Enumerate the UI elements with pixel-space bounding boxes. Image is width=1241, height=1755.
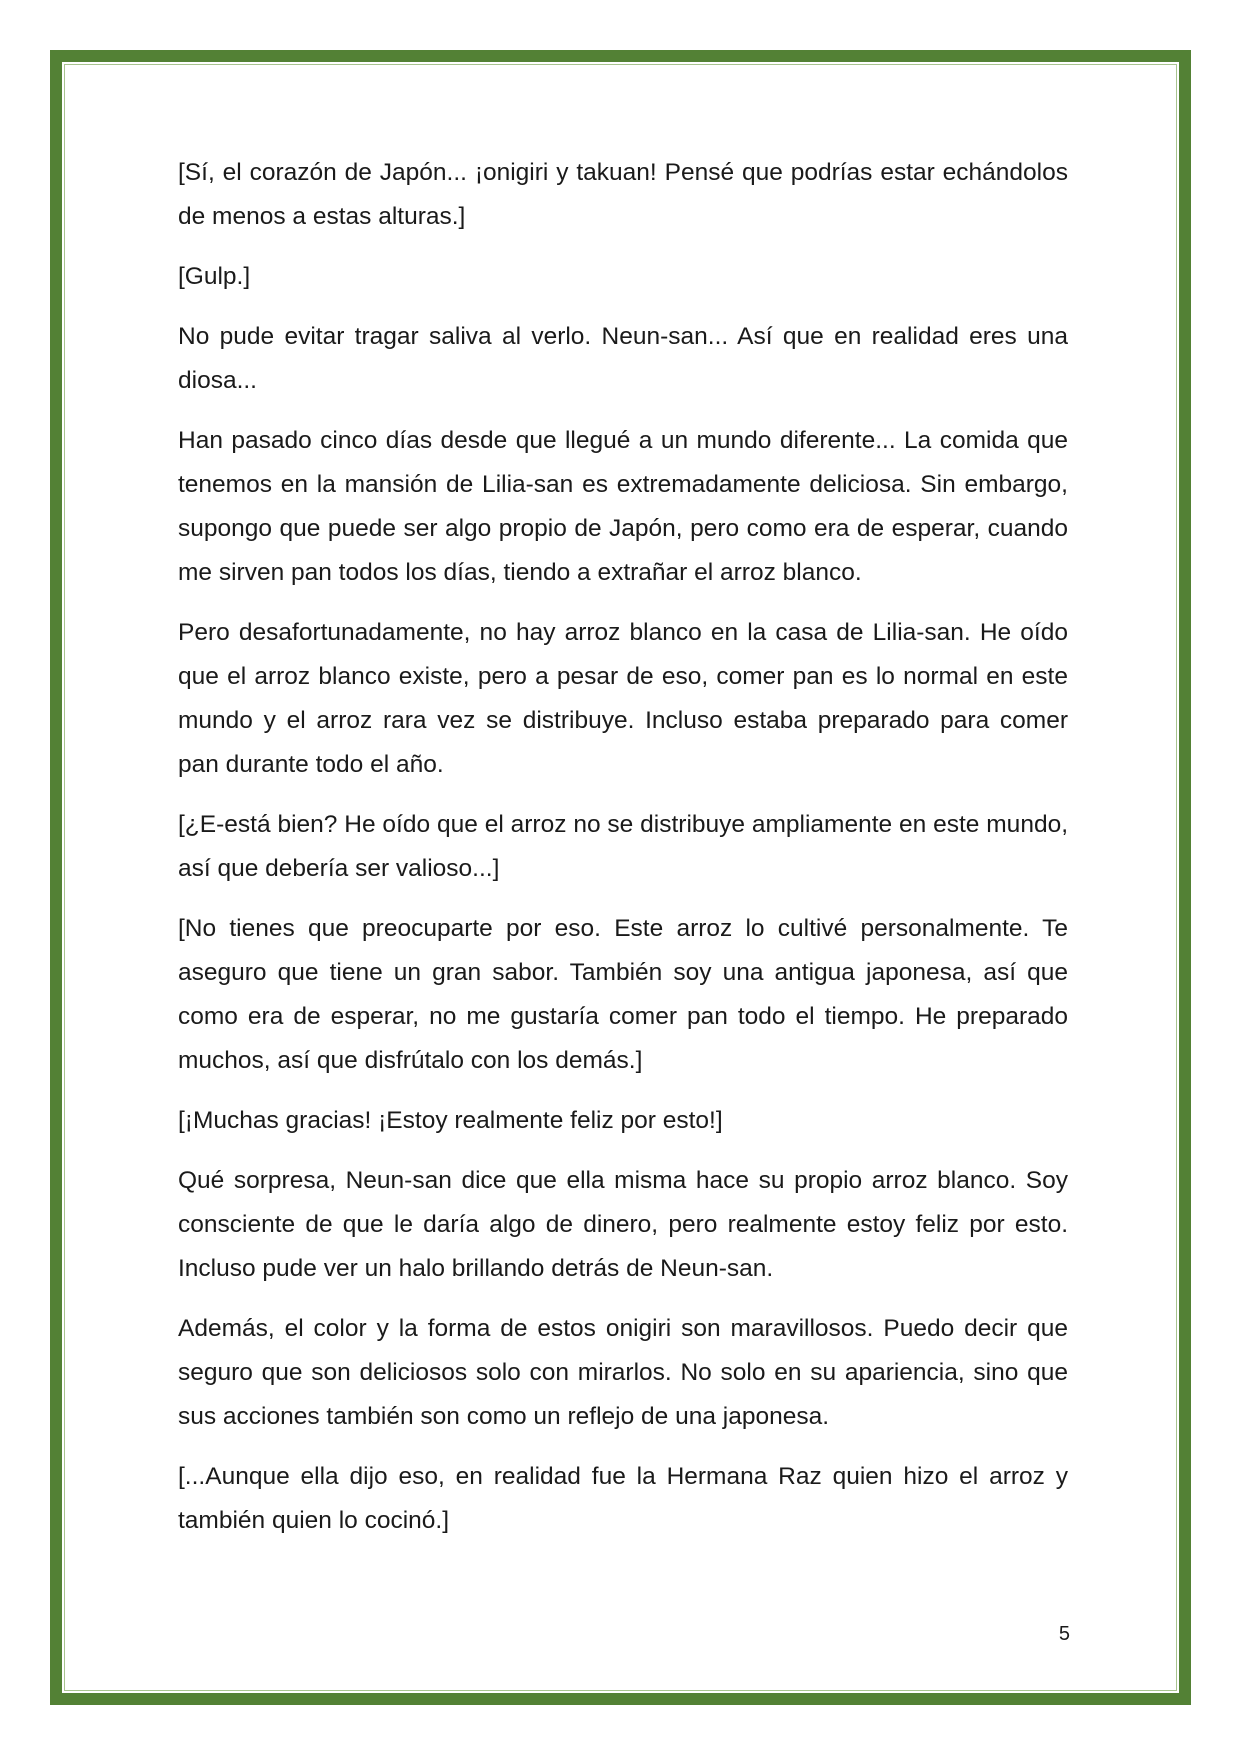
page-number: 5 — [1058, 1623, 1070, 1645]
paragraph-11: [...Aunque ella dijo eso, en realidad fue la Hermana Raz quien hizo el arroz y también quien lo cocinó.] — [178, 1463, 1068, 1534]
paragraph-6: [¿E-está bien? He oído que el arroz no se distribuye ampliamente en este mundo, así que debería ser valioso...] — [178, 811, 1068, 882]
paragraph-9: Qué sorpresa, Neun-san dice que ella misma hace su propio arroz blanco. Soy consciente de que le daría algo de dinero, pero realmente estoy feliz por esto. Incluso pude ver un halo brillando detrás de Neun-san. — [178, 1167, 1068, 1282]
paragraph-2: [Gulp.] — [178, 263, 251, 290]
paragraph-7: [No tienes que preocuparte por eso. Este arroz lo cultivé personalmente. Te aseguro que tiene un gran sabor. También soy una antigua japonesa, así que como era de esperar, no me gustaría comer pan todo el tiempo. He preparado muchos, así que disfrútalo con los demás.] — [178, 915, 1068, 1074]
paragraph-4: Han pasado cinco días desde que llegué a un mundo diferente... La comida que tenemos en la mansión de Lilia-san es extremadamente deliciosa. Sin embargo, supongo que puede ser algo propio de Japón, pero como era de esperar, cuando me sirven pan todos los días, tiendo a extrañar el arroz blanco. — [178, 427, 1068, 586]
paragraph-1: [Sí, el corazón de Japón... ¡onigiri y takuan! Pensé que podrías estar echándolos de menos a estas alturas.] — [178, 159, 1068, 230]
paragraph-10: Además, el color y la forma de estos onigiri son maravillosos. Puedo decir que seguro que son deliciosos solo con mirarlos. No solo en su apariencia, sino que sus acciones también son como un reflejo de una japonesa. — [178, 1315, 1068, 1430]
document-body — [178, 151, 1068, 1559]
paragraph-3: No pude evitar tragar saliva al verlo. Neun-san... Así que en realidad eres una diosa... — [178, 323, 1068, 394]
paragraph-8: [¡Muchas gracias! ¡Estoy realmente feliz por esto!] — [178, 1107, 723, 1134]
paragraph-5: Pero desafortunadamente, no hay arroz blanco en la casa de Lilia-san. He oído que el arroz blanco existe, pero a pesar de eso, comer pan es lo normal en este mundo y el arroz rara vez se distribuye. Incluso estaba preparado para comer pan durante todo el año. — [178, 619, 1068, 778]
